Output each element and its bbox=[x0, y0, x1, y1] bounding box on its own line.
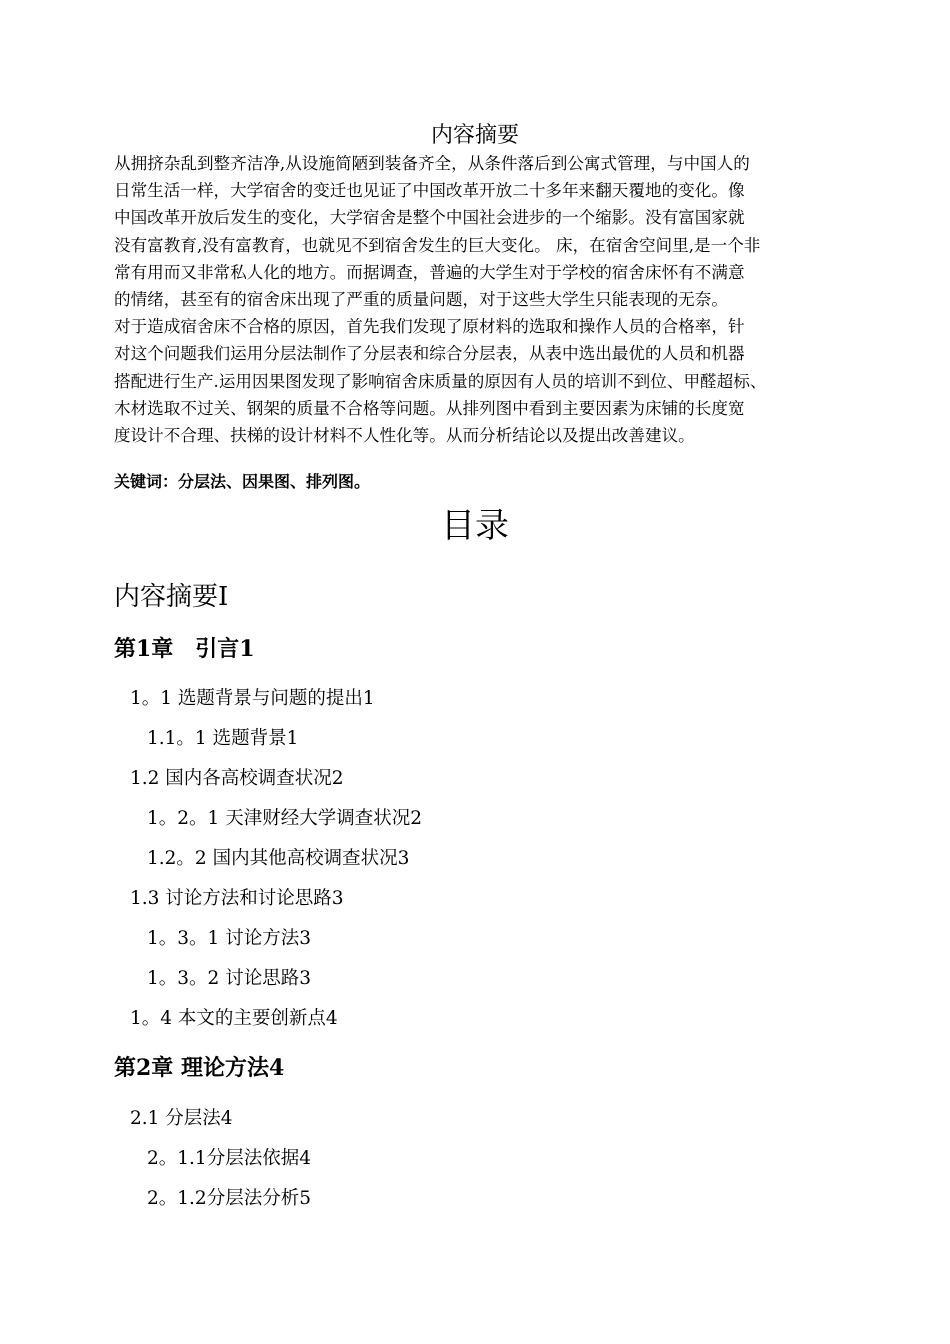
abstract-line: 没有富教育,没有富教育，也就见不到宿舍发生的巨大变化。 床，在宿舍空间里,是一个非 bbox=[114, 235, 761, 255]
toc-heading: 目录 bbox=[441, 506, 509, 546]
abstract-line: 搭配进行生产.运用因果图发现了影响宿舍床质量的原因有人员的培训不到位、甲醛超标、 bbox=[114, 371, 767, 391]
abstract-title: 内容摘要 bbox=[430, 123, 519, 148]
toc-entry[interactable]: 2.1 分层法4 bbox=[130, 1108, 233, 1129]
abstract-paragraph-2 bbox=[114, 313, 874, 449]
keywords: 关键词：分层法、因果图、排列图。 bbox=[114, 472, 371, 491]
toc-entry[interactable]: 第1章 引言1 bbox=[114, 636, 255, 662]
abstract-line: 从拥挤杂乱到整齐洁净,从设施简陋到装备齐全，从条件落后到公寓式管理，与中国人的 bbox=[114, 154, 750, 173]
abstract-line: 度设计不合理、扶梯的设计材料不人性化等。从而分析结论以及提出改善建议。 bbox=[114, 426, 695, 446]
toc-entry[interactable]: 1.2。2 国内其他高校调查状况3 bbox=[147, 848, 410, 869]
toc-entry[interactable]: 内容摘要Ⅰ bbox=[114, 582, 229, 612]
abstract-line: 对这个问题我们运用分层法制作了分层表和综合分层表，从表中选出最优的人员和机器 bbox=[114, 344, 745, 364]
abstract-body bbox=[114, 150, 874, 449]
abstract-line: 中国改革开放后发生的变化，大学宿舍是整个中国社会进步的一个缩影。没有富国家就 bbox=[114, 208, 745, 228]
toc-entry[interactable]: 1。4 本文的主要创新点4 bbox=[130, 1008, 338, 1029]
toc-entry[interactable]: 1.2 国内各高校调查状况2 bbox=[130, 768, 344, 789]
toc-entry[interactable]: 1。1 选题背景与问题的提出1 bbox=[130, 688, 375, 709]
toc-entry[interactable]: 1.3 讨论方法和讨论思路3 bbox=[130, 888, 344, 909]
abstract-line: 常有用而又非常私人化的地方。而据调查，普遍的大学生对于学校的宿舍床怀有不满意 bbox=[114, 262, 745, 282]
toc-entry[interactable]: 1。3。1 讨论方法3 bbox=[147, 928, 311, 949]
toc-entry[interactable]: 第2章 理论方法4 bbox=[114, 1055, 285, 1081]
toc-entry[interactable]: 2。1.2分层法分析5 bbox=[147, 1188, 311, 1209]
abstract-line: 日常生活一样，大学宿舍的变迁也见证了中国改革开放二十多年来翻天覆地的变化。像 bbox=[114, 181, 745, 201]
toc-entry[interactable]: 1。3。2 讨论思路3 bbox=[147, 968, 311, 989]
toc-entry[interactable]: 2。1.1分层法依据4 bbox=[147, 1148, 311, 1169]
toc-entry[interactable]: 1.1。1 选题背景1 bbox=[147, 728, 299, 749]
abstract-line: 的情绪，甚至有的宿舍床出现了严重的质量问题，对于这些大学生只能表现的无奈。 bbox=[114, 290, 728, 310]
abstract-paragraph-1 bbox=[114, 150, 874, 313]
toc-entry[interactable]: 1。2。1 天津财经大学调查状况2 bbox=[147, 808, 422, 829]
abstract-line: 木材选取不过关、钢架的质量不合格等问题。从排列图中看到主要因素为床铺的长度宽 bbox=[114, 398, 745, 418]
abstract-line: 对于造成宿舍床不合格的原因，首先我们发现了原材料的选取和操作人员的合格率，针 bbox=[114, 317, 745, 337]
